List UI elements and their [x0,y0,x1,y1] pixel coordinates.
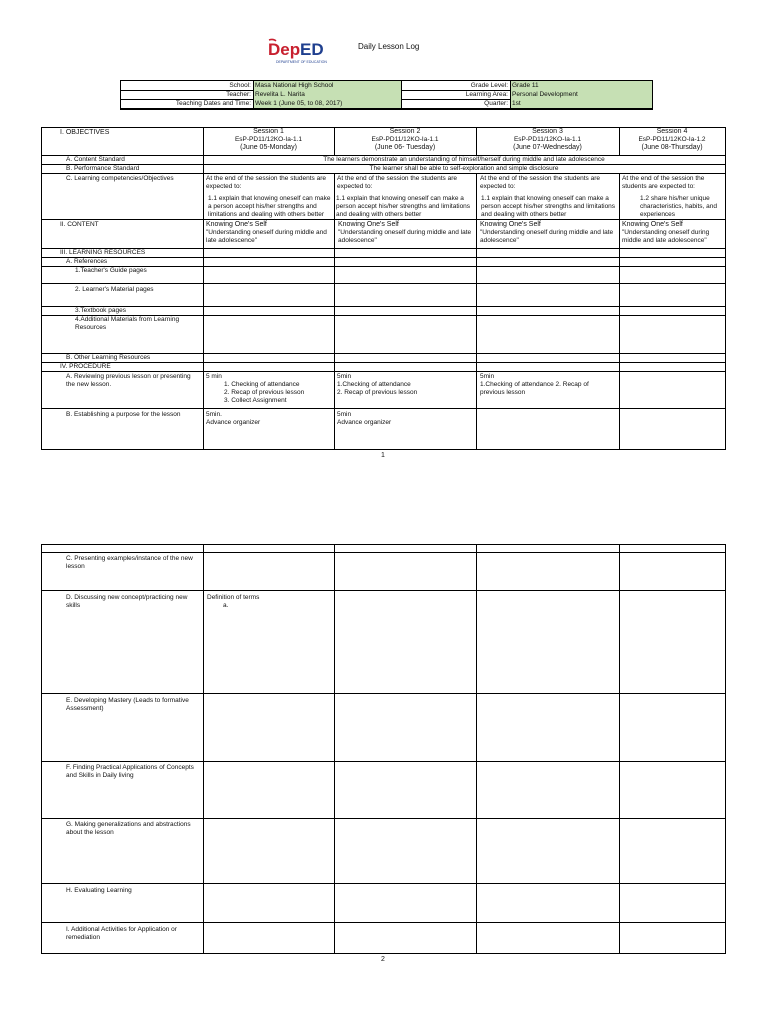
competency-intro-3: At the end of the session the students are expected to: [480,175,600,190]
deped-logo [266,36,338,66]
tg-label: 1.Teacher's Guide pages [75,267,147,274]
review-s1-item2: 2. Recap of previous lesson [224,389,305,396]
session-3-date: (June 07-Wednesday) [513,143,582,151]
content-title-4: Knowing One's Self [622,221,683,228]
svg-text:Dep: Dep [268,40,301,59]
content-sub-1: "Understanding oneself during middle and late adolescence" [206,229,327,244]
discussing-session-1 [207,594,331,610]
purpose-label: B. Establishing a purpose for the lesson [66,411,181,418]
session-4-code: EsP-PD11/12KO-Ia-1.2 [638,136,706,143]
review-s1-time: 5 min [206,373,222,380]
school-value: Masa National High School [253,81,401,90]
objectives-heading: I. OBJECTIVES [60,129,110,136]
session-2-title: Session 2 [389,128,421,135]
session-2-code: EsP-PD11/12KO-Ia-1.1 [371,136,439,143]
competency-3: 1.1 explain that knowing oneself can make a person accept his/her strengths and limitations and dealing with others better [481,195,616,218]
content-session-4 [622,221,724,245]
page-title: Daily Lesson Log [358,42,420,51]
content-sub-4: "Understanding oneself during middle and late adolescence" [622,229,710,244]
reviewing-label: A. Reviewing previous lesson or presenting the new lesson. [66,373,191,388]
info-table [120,80,653,110]
purpose-s1-item: Advance organizer [206,419,261,426]
review-s2-item1: 1.Checking of attendance [337,381,411,388]
review-session-2 [337,373,472,397]
content-title-1: Knowing One's Self [206,221,267,228]
procedure-heading: IV. PROCEDURE [60,363,111,370]
purpose-session-2 [337,411,472,427]
additional-activities-label: I. Additional Activities for Application or remediation [66,926,177,941]
session-4-header [619,128,725,152]
content-session-3 [480,221,615,245]
performance-standard-label: B. Performance Standard [66,165,140,172]
resources-heading: III. LEARNING RESOURCES [60,249,146,256]
area-value: Personal Development [510,90,652,99]
teacher-value: Revelita L. Narita [253,90,401,99]
dates-value: Week 1 (June 05, to 08, 2017) [253,99,401,108]
discussing-s1-item: a. [223,602,229,609]
session-1-title: Session 1 [253,128,284,135]
content-standard-label: A. Content Standard [66,156,125,163]
session-4-title: Session 4 [656,128,688,135]
discussing-label: D. Discussing new concept/practicing new skills [66,594,188,609]
review-session-3 [480,373,615,397]
generalizations-label: G. Making generalizations and abstractions about the lesson [66,821,191,836]
review-s2-time: 5min [337,373,352,380]
content-session-2 [338,221,472,245]
review-s3-item1: 1.Checking of attendance 2. Recap of previous lesson [480,381,589,396]
review-s3-time: 5min [480,373,495,380]
school-label: School: [229,82,251,89]
competency-intro-1: At the end of the session the students are expected to: [206,175,326,190]
page-number-1: 1 [381,452,385,459]
grade-label: Grade Level: [470,82,508,89]
review-s1-item1: 1. Checking of attendance [224,381,300,388]
applications-label: F. Finding Practical Applications of Concepts and Skills in Daily living [66,764,194,779]
content-title-2: Knowing One's Self [338,221,399,228]
review-s1-item3: 3. Collect Assignment [224,397,287,404]
session-2-date: (June 06- Tuesday) [374,143,436,151]
session-3-title: Session 3 [532,128,563,135]
quarter-value: 1st [510,99,652,108]
textbook-label: 3.Textbook pages [75,307,126,314]
session-3-header [476,128,619,152]
presenting-label: C. Presenting examples/instance of the new lesson [66,555,193,570]
grade-value: Grade 11 [510,81,652,90]
competencies-label: C. Learning competencies/Objectives [66,175,174,182]
references-label: A. References [66,258,108,265]
session-1-code: EsP-PD11/12KO-Ia-1.1 [234,136,303,143]
session-1-header [203,128,334,152]
review-s2-item2: 2. Recap of previous lesson [337,389,418,396]
additional-materials-label: 4.Additional Materials from Learning Resources [75,316,180,331]
content-sub-2: "Understanding oneself during middle and late adolescence" [338,229,472,244]
purpose-session-1 [206,411,331,427]
purpose-s1-time: 5min. [206,411,222,418]
dates-label: Teaching Dates and Time: [175,100,251,107]
page-number-2: 2 [381,956,385,963]
svg-text:ED: ED [300,40,324,59]
content-standard-value: The learners demonstrate an understanding of himself/herself during middle and late adolescence [323,156,605,163]
purpose-s2-item: Advance organizer [337,419,392,426]
teacher-label: Teacher: [226,91,251,98]
purpose-s2-time: 5min [337,411,352,418]
performance-standard-value: The learner shall be able to self-exploration and simple disclosure [369,165,559,172]
svg-text:DEPARTMENT OF EDUCATION: DEPARTMENT OF EDUCATION [276,60,327,64]
discussing-s1-text: Definition of terms [207,594,260,601]
content-label: II. CONTENT [60,221,99,228]
review-session-1 [206,373,331,405]
competency-4: 1.2 share his/her unique characteristics, habits, and experiences [640,195,717,218]
lm-label: 2. Learner's Material pages [75,286,154,293]
session-3-code: EsP-PD11/12KO-Ia-1.1 [513,136,582,143]
competency-1: 1.1 explain that knowing oneself can make a person accept his/her strengths and limitations and dealing with others better [208,195,331,218]
session-2-header [334,128,476,152]
content-session-1 [206,221,331,245]
mastery-label: E. Developing Mastery (Leads to formative Assessment) [66,697,189,712]
quarter-label: Quarter: [484,100,508,107]
area-label: Learning Area: [465,91,508,98]
content-sub-3: "Understanding oneself during middle and late adolescence" [480,229,614,244]
competency-intro-4: At the end of the session the students are expected to: [622,175,705,190]
other-resources-label: B. Other Learning Resources [66,354,151,361]
session-1-date: (June 05-Monday) [240,143,297,151]
competency-intro-2: At the end of the session the students are expected to: [337,175,457,190]
competency-2: 1.1 explain that knowing oneself can make a person accept his/her strengths and limitations and dealing with others better [336,195,471,218]
evaluating-label: H. Evaluating Learning [66,887,132,894]
content-title-3: Knowing One's Self [480,221,541,228]
session-4-date: (June 08-Thursday) [641,143,703,151]
